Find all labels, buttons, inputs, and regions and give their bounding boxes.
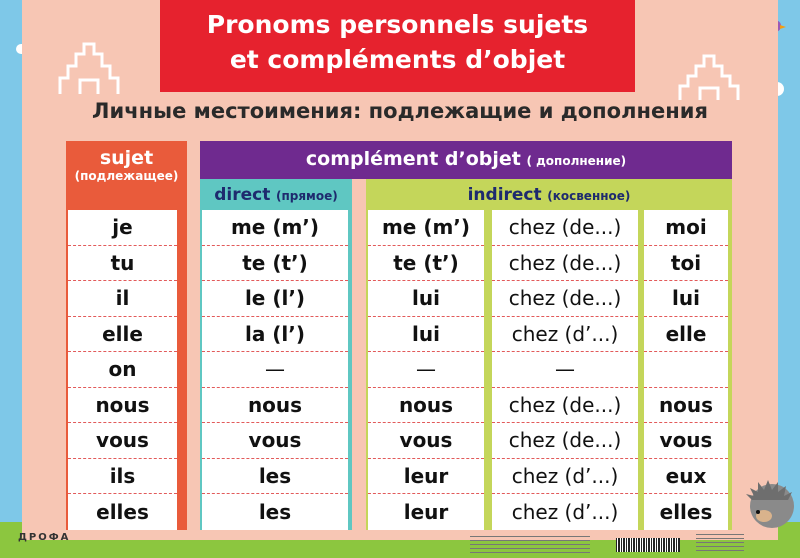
tonique-cell: nous <box>644 388 728 424</box>
header-indirect-ru: (косвенное) <box>547 189 631 203</box>
left-ornament <box>56 30 122 98</box>
chez-column <box>492 210 638 530</box>
tonique-column <box>644 210 728 530</box>
chez-cell: chez (de...) <box>492 246 638 282</box>
page-title <box>160 7 635 77</box>
header-sujet-label: sujet <box>99 147 154 169</box>
publisher-logo: ДРОФА <box>18 532 71 543</box>
sujet-cell: nous <box>68 388 177 424</box>
title-line-1: Pronoms personnels sujets <box>206 10 589 39</box>
sujet-cell: elles <box>96 499 149 524</box>
direct-cell: la (l’) <box>202 317 348 353</box>
chez-cell: chez (de...) <box>492 423 638 459</box>
direct-cell: les <box>258 499 292 524</box>
indirect-cell: lui <box>368 281 484 317</box>
header-direct-label: direct <box>214 185 271 205</box>
direct-cell: le (l’) <box>202 281 348 317</box>
indirect-cell: lui <box>368 317 484 353</box>
fineprint-left <box>470 536 590 554</box>
indirect-cell: vous <box>368 423 484 459</box>
chez-cell: chez (d’...) <box>511 499 619 524</box>
sujet-cell: on <box>68 352 177 388</box>
sujet-cell: vous <box>68 423 177 459</box>
tonique-cell: eux <box>644 459 728 495</box>
tonique-cell: elles <box>659 499 713 524</box>
chez-cell: — <box>492 352 638 388</box>
tonique-cell: vous <box>644 423 728 459</box>
indirect-column <box>368 210 484 530</box>
indirect-cell: leur <box>368 459 484 495</box>
header-direct-ru: (прямое) <box>275 189 338 203</box>
direct-cell: nous <box>202 388 348 424</box>
direct-cell: te (t’) <box>202 246 348 282</box>
title-line-2: et compléments d’objet <box>229 45 566 74</box>
chez-cell: chez (de...) <box>492 210 638 246</box>
direct-cell: me (m’) <box>202 210 348 246</box>
sujet-cell: tu <box>68 246 177 282</box>
fineprint-right <box>696 534 744 554</box>
header-indirect <box>366 179 732 210</box>
hedgehog-icon <box>742 470 798 530</box>
indirect-cell: nous <box>368 388 484 424</box>
indirect-cell: te (t’) <box>368 246 484 282</box>
header-sujet-ru: (подлежащее) <box>74 169 179 183</box>
header-complement <box>200 141 732 179</box>
chez-cell: chez (d’...) <box>492 317 638 353</box>
indirect-cell: leur <box>403 499 449 524</box>
tonique-cell <box>644 352 728 388</box>
chez-cell: chez (de...) <box>492 281 638 317</box>
tonique-cell: moi <box>644 210 728 246</box>
sujet-cell: il <box>68 281 177 317</box>
tonique-cell: toi <box>644 246 728 282</box>
sujet-cell: ils <box>68 459 177 495</box>
chez-cell: chez (d’...) <box>492 459 638 495</box>
indirect-cell: — <box>368 352 484 388</box>
chez-cell: chez (de...) <box>492 388 638 424</box>
direct-cell: les <box>202 459 348 495</box>
header-sujet <box>66 141 187 210</box>
header-complement-label: complément d’objet <box>305 148 521 170</box>
barcode <box>616 538 680 552</box>
direct-cell: vous <box>202 423 348 459</box>
subtitle: Личные местоимения: подлежащие и дополнения <box>92 99 708 123</box>
header-complement-ru: ( дополнение) <box>526 154 627 168</box>
sujet-cell: je <box>68 210 177 246</box>
tonique-cell: elle <box>644 317 728 353</box>
direct-cell: — <box>202 352 348 388</box>
sujet-column <box>68 210 177 530</box>
sujet-cell: elle <box>68 317 177 353</box>
right-ornament <box>676 46 742 102</box>
tonique-cell: lui <box>644 281 728 317</box>
indirect-cell: me (m’) <box>368 210 484 246</box>
header-indirect-label: indirect <box>467 185 542 205</box>
header-direct <box>200 179 352 210</box>
direct-column <box>202 210 348 530</box>
